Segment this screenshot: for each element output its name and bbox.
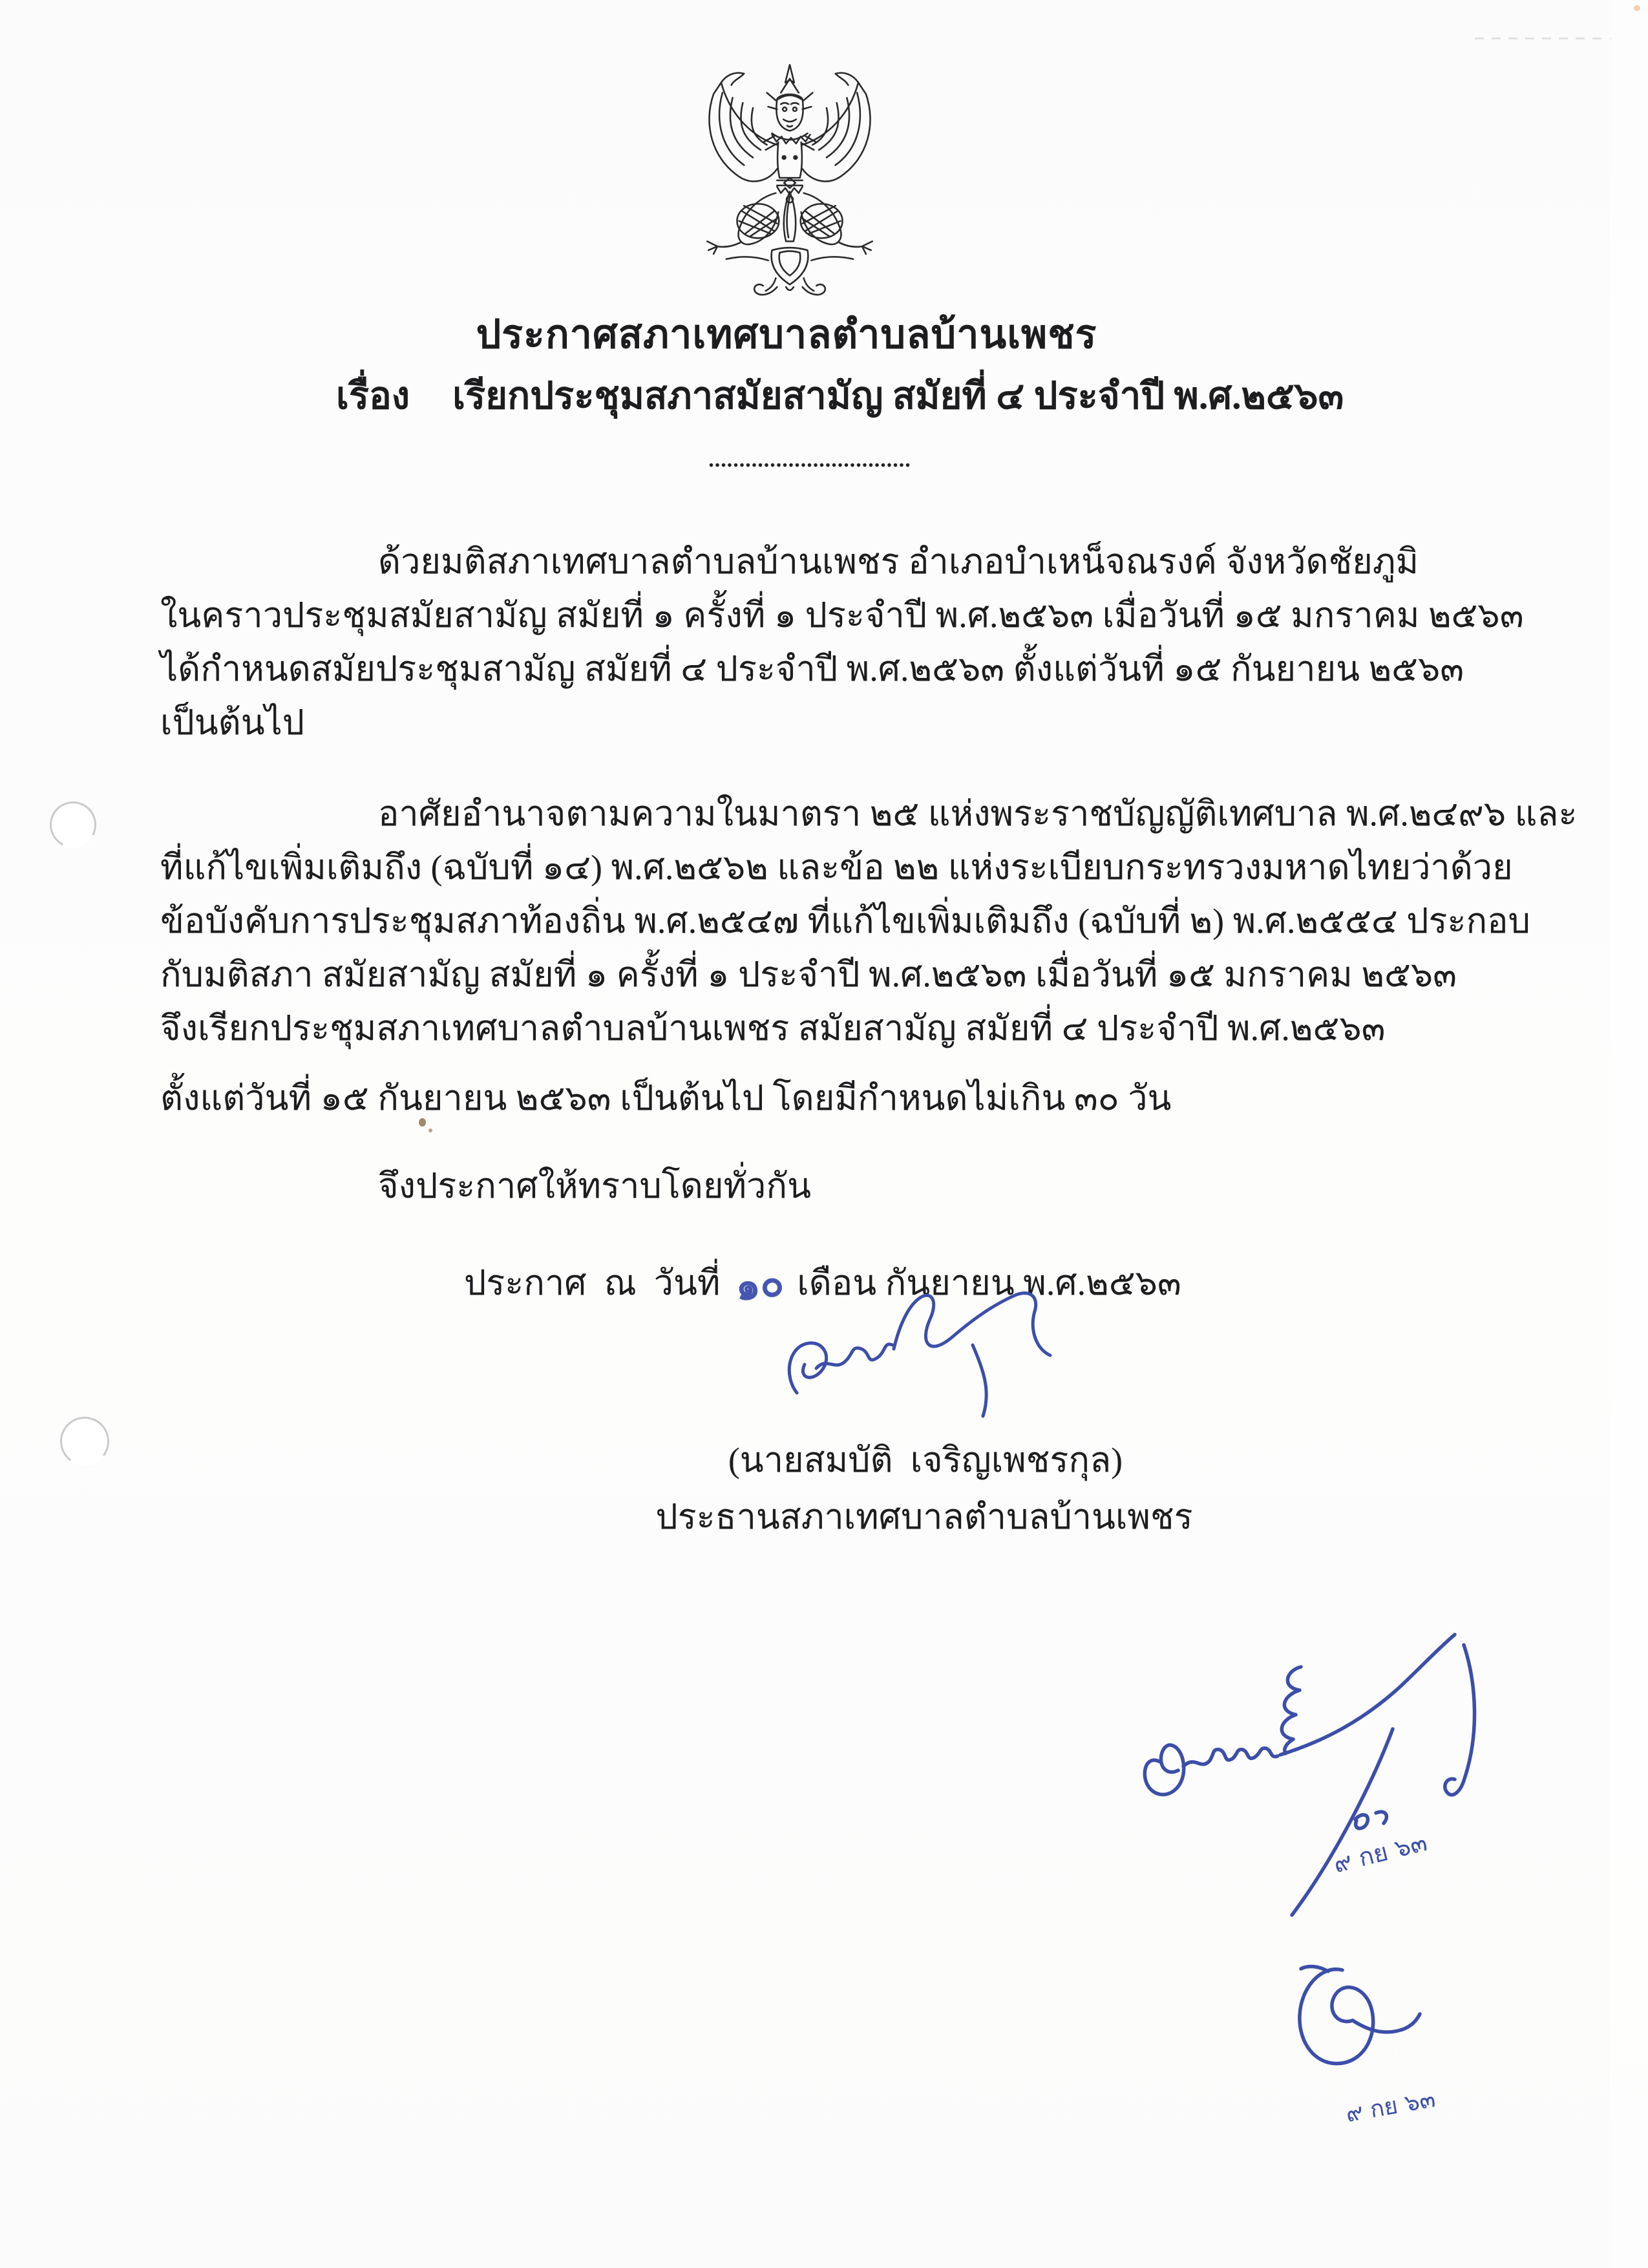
document-title: ประกาศสภาเทศบาลตำบลบ้านเพชร	[476, 313, 1097, 357]
paragraph2-line6: ตั้งแต่วันที่ ๑๕ กันยายน ๒๕๖๓ เป็นต้นไป โดยมีกำหนดไม่เกิน ๓๐ วัน	[160, 1079, 1172, 1118]
date-prefix: ประกาศ ณ วันที่	[464, 1264, 721, 1302]
paragraph2-line5: จึงเรียกประชุมสภาเทศบาลตำบลบ้านเพชร สมัยสามัญ สมัยที่ ๔ ประจำปี พ.ศ.๒๕๖๓	[160, 1009, 1386, 1048]
scanner-streak	[1475, 37, 1612, 39]
paragraph2-line1: อาศัยอำนาจตามความในมาตรา ๒๕ แห่งพระราชบัญญัติเทศบาล พ.ศ.๒๔๙๖ และ	[378, 794, 1578, 833]
paper-speck-brown-small	[428, 1129, 432, 1132]
president-signature-ink	[779, 1289, 1063, 1428]
subject-line	[336, 377, 1344, 415]
handwritten-date-note-1: ๙ กย ๖๓	[1330, 1827, 1430, 1879]
paragraph1-line3: ได้กำหนดสมัยประชุมสามัญ สมัยที่ ๔ ประจำปี พ.ศ.๒๕๖๓ ตั้งแต่วันที่ ๑๕ กันยายน ๒๕๖๓	[160, 650, 1464, 688]
handwritten-date-note-2: ๙ กย ๖๓	[1344, 2086, 1438, 2128]
punch-hole-bottom	[57, 1414, 112, 1469]
signer-name: (นายสมบัติ เจริญเพชรกุล)	[728, 1441, 1123, 1479]
handwritten-day: ๑๐	[732, 1259, 786, 1311]
dotted-divider: .................................	[708, 448, 911, 472]
paragraph1-line2: ในคราวประชุมสมัยสามัญ สมัยที่ ๑ ครั้งที่ ๑ ประจำปี พ.ศ.๒๕๖๓ เมื่อวันที่ ๑๕ มกราคม ๒๕๖๓	[160, 596, 1524, 635]
garuda-emblem-icon	[682, 59, 898, 304]
approval-signature-2-ink	[1283, 1952, 1431, 2088]
subject-label: เรื่อง	[336, 375, 410, 417]
paper-speck-brown	[419, 1118, 426, 1127]
paragraph2-line4: กับมติสภา สมัยสามัญ สมัยที่ ๑ ครั้งที่ ๑ ประจำปี พ.ศ.๒๕๖๓ เมื่อวันที่ ๑๕ มกราคม ๒๕๖๓	[160, 955, 1457, 994]
paragraph1-line1: ด้วยมติสภาเทศบาลตำบลบ้านเพชร อำเภอบำเหน็จณรงค์ จังหวัดชัยภูมิ	[378, 542, 1419, 581]
subject-text: เรียกประชุมสภาสมัยสามัญ สมัยที่ ๔ ประจำปี พ.ศ.๒๕๖๓	[452, 375, 1344, 417]
punch-hole-top	[44, 796, 103, 854]
paragraph2-line3: ข้อบังคับการประชุมสภาท้องถิ่น พ.ศ.๒๕๔๗ ที่แก้ไขเพิ่มเติมถึง (ฉบับที่ ๒) พ.ศ.๒๕๕๔ ประกอบ	[160, 902, 1530, 940]
signer-position: ประธานสภาเทศบาลตำบลบ้านเพชร	[655, 1498, 1193, 1536]
date-suffix: เดือน กันยายน พ.ศ.๒๕๖๓	[797, 1264, 1181, 1302]
approval-signature-1-ink	[1128, 1626, 1499, 1933]
closing-statement: จึงประกาศให้ทราบโดยทั่วกัน	[378, 1167, 811, 1205]
paragraph2-line2: ที่แก้ไขเพิ่มเติมถึง (ฉบับที่ ๑๔) พ.ศ.๒๕๖๒ และข้อ ๒๒ แห่งระเบียบกระทรวงมหาดไทยว่าด้วย	[160, 848, 1513, 887]
paragraph1-line4: เป็นต้นไป	[160, 703, 305, 742]
scan-edge-strip	[1609, 0, 1648, 2268]
